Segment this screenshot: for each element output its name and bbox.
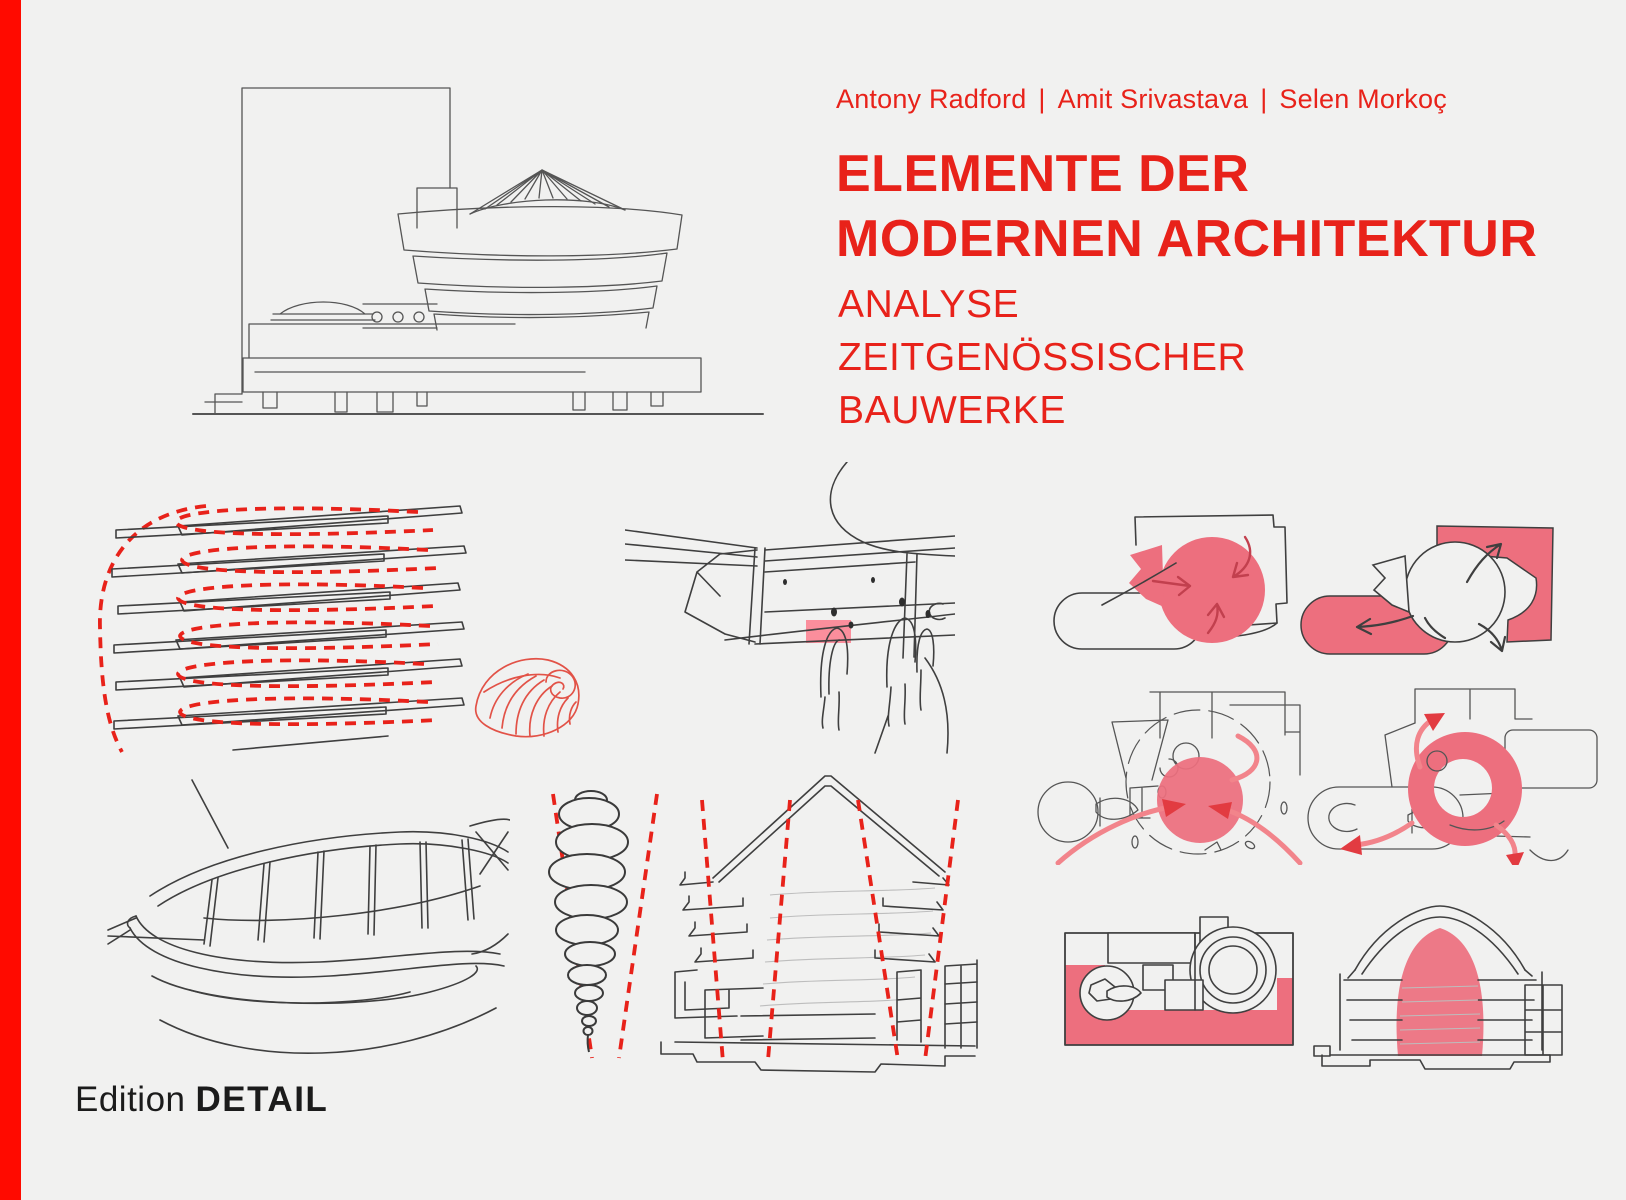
author-2: Amit Srivastava	[1057, 84, 1249, 114]
plan-diagram-rotunda-inward-arrows	[1040, 505, 1295, 670]
site-plan-diagram-red-ground	[1055, 885, 1300, 1050]
swirl-arrow	[1232, 736, 1257, 780]
title-line-1: ELEMENTE DER	[836, 145, 1250, 203]
publisher-name: DETAIL	[195, 1080, 329, 1119]
splay-dashed-lines	[702, 800, 958, 1062]
ramp-interior-perspective-sketch	[625, 462, 955, 754]
subtitle-line-1: ANALYSE	[838, 283, 1020, 326]
ramp-structure-detail-sketch	[100, 768, 510, 1060]
turret-shell-sketch	[525, 780, 665, 1072]
red-spine-stripe	[0, 0, 21, 1200]
atrium-void-red-fill	[1397, 928, 1484, 1056]
authors-line	[836, 84, 1447, 115]
author-separator: |	[1260, 84, 1268, 114]
snail-shell-sketch	[468, 648, 586, 743]
title-line-2: MODERNEN ARCHITEKTUR	[836, 210, 1538, 268]
subtitle-line-2: ZEITGENÖSSISCHER	[838, 336, 1247, 379]
plan-diagram-perimeter-outward-arrows	[1295, 520, 1560, 670]
plate-row	[112, 546, 466, 577]
guggenheim-elevation-sketch	[185, 62, 770, 432]
plan-sketch-ring-dispersing	[1300, 675, 1600, 865]
author-1: Antony Radford	[836, 84, 1027, 114]
plan-sketch-circulation-converging	[1000, 680, 1310, 865]
dispersing-arrow	[1496, 825, 1515, 856]
book-title	[836, 142, 1537, 272]
guggenheim-section-sketch	[645, 760, 980, 1078]
section-diagram-red-atrium	[1300, 870, 1580, 1070]
publisher-logo	[75, 1080, 328, 1120]
author-3: Selen Morkoç	[1279, 84, 1447, 114]
atrium-red-fill	[1157, 757, 1243, 843]
book-subtitle	[838, 278, 1246, 437]
dispersing-arrow	[1356, 823, 1412, 845]
converging-arrow	[1058, 807, 1170, 863]
subtitle-line-3: BAUWERKE	[838, 389, 1067, 432]
spiral-ramp-plates-sketch	[88, 498, 480, 760]
publisher-prefix: Edition	[75, 1080, 186, 1119]
author-separator: |	[1038, 84, 1046, 114]
